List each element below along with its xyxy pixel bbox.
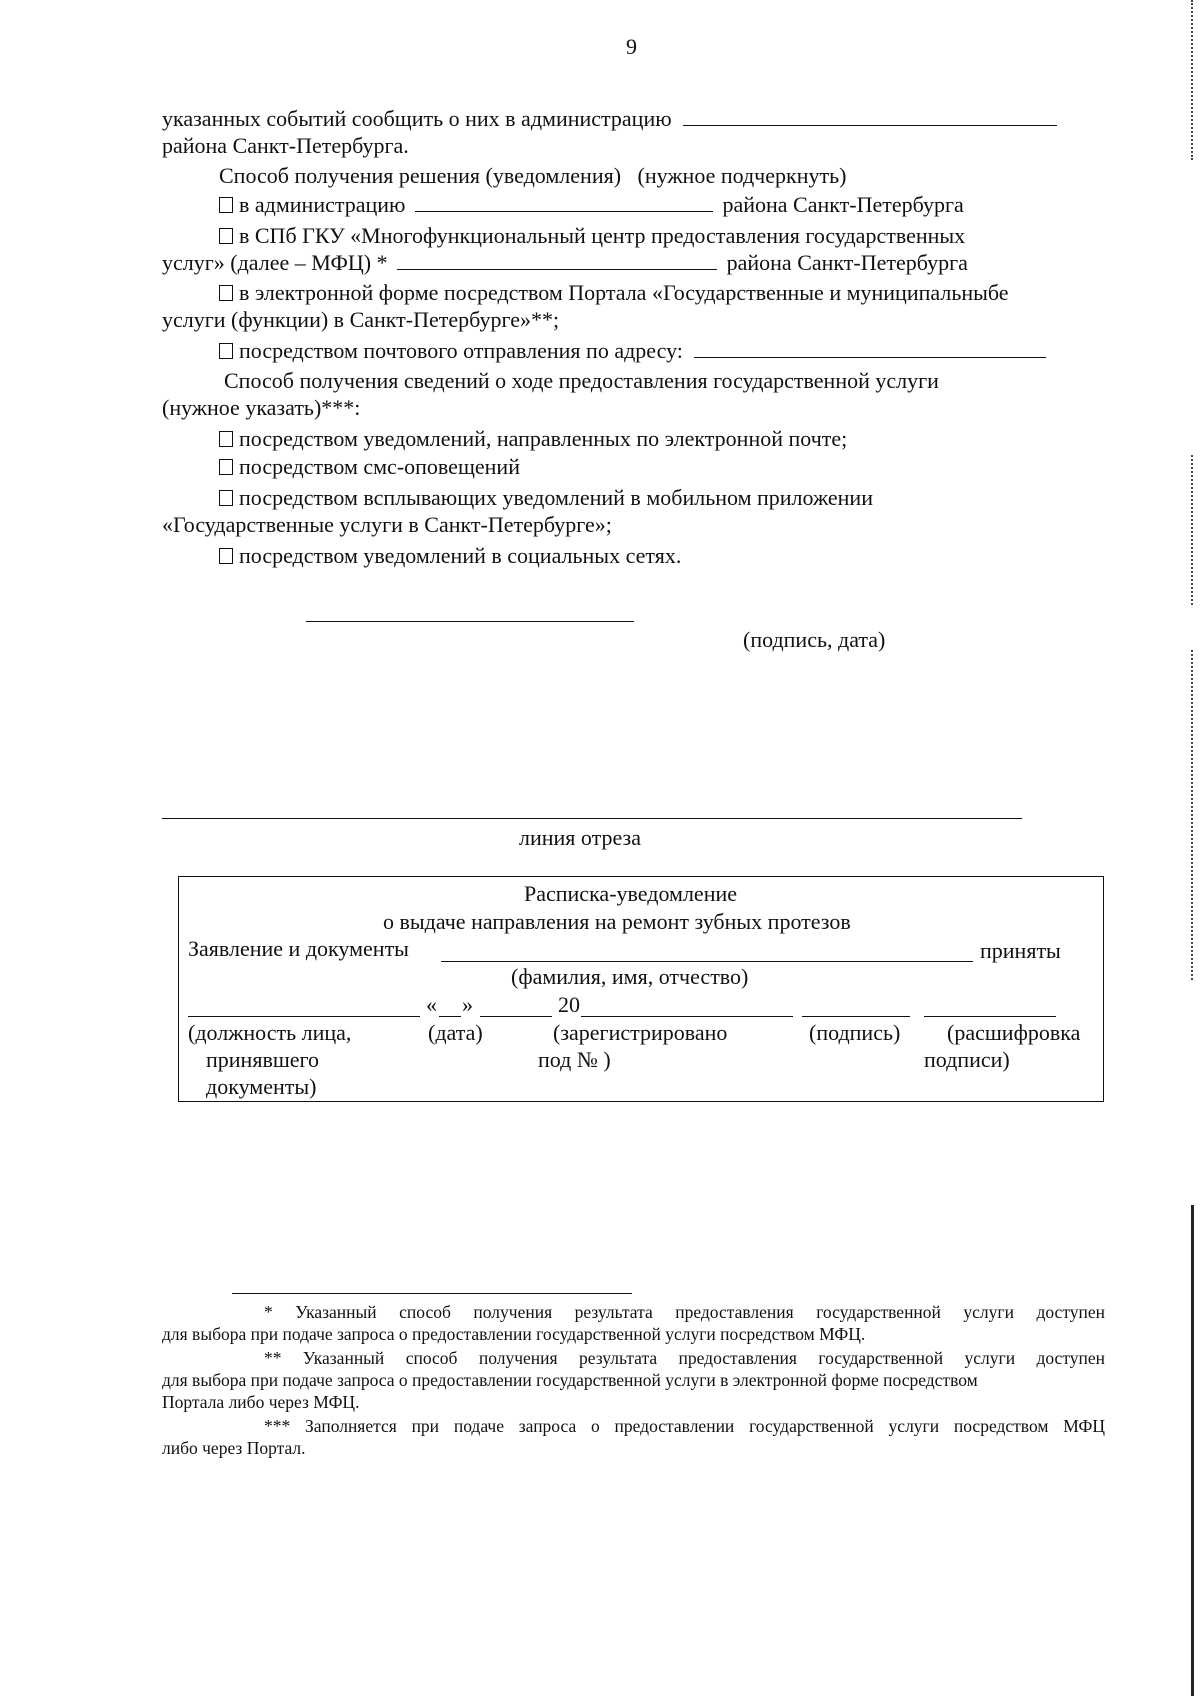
receipt-position-caption-2: принявшего (206, 1047, 320, 1072)
body-line-1-text: указанных событий сообщить о них в администрацию (162, 106, 672, 131)
scan-edge-marks-lower (1191, 650, 1193, 980)
checkbox-push[interactable] (219, 490, 233, 506)
option-mfc-line-2-prefix: услуг» (далее – МФЦ) * (162, 250, 388, 275)
progress-heading-line-1: Способ получения сведений о ходе предоставления государственной услуги (224, 368, 939, 393)
option-mfc-label: в СПб ГКУ «Многофункциональный центр предоставления государственных (239, 223, 966, 248)
receipt-position-blank (188, 1016, 420, 1017)
receipt-accepted-prefix: Заявление и документы (188, 936, 409, 961)
footnote-1-line-1: * Указанный способ получения результата предоставления государственной услуги доступен (264, 1302, 1105, 1322)
footnote-2-line-1: ** Указанный способ получения результата предоставления государственной услуги доступен (264, 1348, 1105, 1368)
signature-line (306, 621, 634, 622)
checkbox-email[interactable] (219, 431, 233, 447)
receipt-date-caption: (дата) (428, 1020, 483, 1045)
signature-date-caption: (подпись, дата) (743, 627, 886, 652)
checkbox-mfc[interactable] (219, 228, 233, 244)
option-email-label: посредством уведомлений, направленных по электронной почте; (239, 426, 848, 451)
scan-edge-marks-top (1191, 0, 1193, 160)
option-email (219, 426, 847, 452)
checkbox-post[interactable] (219, 343, 233, 359)
footnote-2-line-2: для выбора при подаче запроса о предоставлении государственной услуги в электронной форме посредством (162, 1370, 978, 1390)
option-portal-line-1 (219, 280, 1009, 306)
option-sms (219, 454, 520, 480)
scan-edge-marks-mid (1191, 455, 1193, 605)
option-sms-label: посредством смс-оповещений (239, 454, 520, 479)
option-administration-suffix: района Санкт-Петербурга (722, 192, 964, 217)
receipt-decode-caption-1: (расшифровка (947, 1020, 1081, 1045)
receipt-title: Расписка-уведомление (524, 881, 738, 906)
option-portal-line-2: услуги (функции) в Санкт-Петербурге»**; (162, 307, 560, 332)
page-number: 9 (626, 34, 637, 59)
receipt-signature-blank (802, 1016, 910, 1017)
receipt-registered-caption-2: под № ) (538, 1047, 611, 1072)
receipt-fio-blank (441, 961, 973, 962)
option-push-line-2: «Государственные услуги в Санкт-Петербурге»; (162, 512, 612, 537)
cut-line (162, 818, 1022, 819)
body-line-1 (162, 106, 1057, 132)
receipt-registered-caption-1: (зарегистрировано (553, 1020, 728, 1045)
footnote-2-line-3: Портала либо через МФЦ. (162, 1392, 360, 1412)
progress-heading-line-2: (нужное указать)***: (162, 395, 361, 420)
receipt-year-prefix: 20 (558, 992, 580, 1017)
receipt-decode-blank (924, 1016, 1056, 1017)
option-administration-label: в администрацию (239, 192, 406, 217)
receipt-date-close-quote: » (462, 992, 473, 1017)
option-administration (219, 192, 964, 218)
receipt-accepted-suffix: приняты (980, 938, 1061, 963)
footnote-1-line-2: для выбора при подаче запроса о предоставлении государственной услуги посредством МФЦ. (162, 1324, 866, 1344)
receipt-day-blank (439, 1016, 461, 1017)
option-mfc-line-1 (219, 223, 965, 249)
scan-edge-bar-bottom (1191, 1205, 1194, 1696)
body-line-2: района Санкт-Петербурга. (162, 133, 409, 158)
receipt-subtitle: о выдаче направления на ремонт зубных протезов (383, 909, 851, 934)
checkbox-portal[interactable] (219, 285, 233, 301)
checkbox-social[interactable] (219, 548, 233, 564)
receipt-date-open-quote: « (426, 992, 437, 1017)
checkbox-administration[interactable] (219, 197, 233, 213)
option-portal-label: в электронной форме посредством Портала «Государственные и муниципальныбе (239, 280, 1009, 305)
option-social-label: посредством уведомлений в социальных сетях. (239, 543, 682, 568)
cut-line-label: линия отреза (519, 825, 641, 850)
option-push-line-1 (219, 485, 873, 511)
option-post-label: посредством почтового отправления по адресу: (239, 338, 683, 363)
checkbox-sms[interactable] (219, 459, 233, 475)
receipt-position-caption-3: документы) (206, 1074, 317, 1099)
option-mfc-line-2-suffix: района Санкт-Петербурга (726, 250, 968, 275)
option-social (219, 543, 681, 569)
option-push-label: посредством всплывающих уведомлений в мобильном приложении (239, 485, 873, 510)
footnote-separator (232, 1293, 632, 1294)
post-address-blank (694, 339, 1046, 358)
receipt-decode-caption-2: подписи) (924, 1047, 1010, 1072)
option-post (219, 338, 1046, 364)
mfc-district-blank (397, 251, 717, 270)
footnote-3-line-1: *** Заполняется при подаче запроса о предоставлении государственной услуги посредством МФЦ (264, 1416, 1105, 1436)
receipt-year-blank (581, 1016, 793, 1017)
administration-blank (683, 107, 1057, 126)
receipt-signature-caption: (подпись) (809, 1020, 901, 1045)
receive-decision-heading: Способ получения решения (уведомления) (нужное подчеркнуть) (219, 163, 847, 188)
administration-district-blank (415, 193, 713, 212)
footnote-3-line-2: либо через Портал. (162, 1438, 306, 1458)
receipt-position-caption-1: (должность лица, (188, 1020, 352, 1045)
receipt-fio-caption: (фамилия, имя, отчество) (511, 964, 749, 989)
option-mfc-line-2 (162, 250, 968, 276)
receipt-month-blank (480, 1016, 552, 1017)
